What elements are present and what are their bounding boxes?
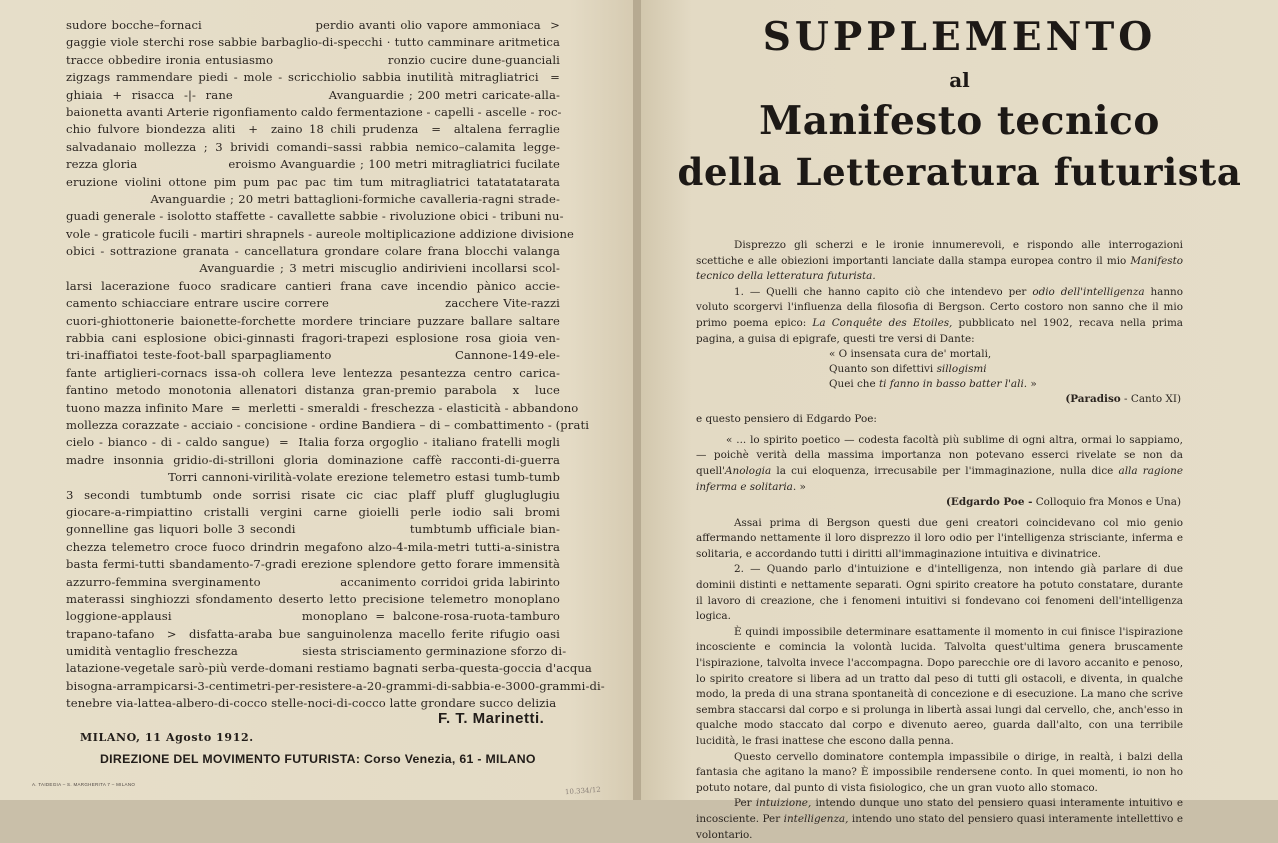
page-gutter [633,0,641,800]
poem-line: loggione-applausi monoplano = balcone-rosa-ruota-tamburo [66,609,560,624]
poem-line: ghiaia + risacca -|- rane Avanguardie ; 200 metri caricate-alla- [66,87,560,102]
poem-line: gaggie viole sterchi rose sabbie barbaglio-di-specchi · tutto camminare aritmetica [66,35,560,50]
title-manifesto-tecnico: Manifesto tecnico [759,98,1160,144]
dante-line-3: Quei che ti fanno in basso batter l'ali. » [829,377,1037,390]
dante-attribution: (Paradiso - Canto XI) [1065,392,1181,405]
poem-line: fante artiglieri-cornacs issa-oh collera leve lentezza pesantezza centro carica- [66,365,560,380]
parole-in-liberta-poem [66,17,605,713]
poem-line: chio fulvore biondezza aliti + zaino 18 chili prudenza = altalena ferraglie [66,122,560,137]
poem-line: larsi lacerazione fuoco sradicare cantieri frana cave incendio pànico accie- [66,278,560,293]
poem-line: bisogna-arrampicarsi-3-centimetri-per-resistere-a-20-grammi-di-sabbia-e-3000-grammi-di- [66,678,605,693]
poem-line: cuori-ghiottonerie baionette-forchette mordere trinciare puzzare ballare saltare [66,313,560,328]
paragraph-6: Per intuizione, intendo dunque uno stato del pensiero quasi interamente intuitivo e incosciente. Per intelligenza, intendo uno stato del pensiero quasi interamente intellettivo e volontario. [696,797,1183,841]
poem-line: camento schiacciare entrare uscire correre zacchere Vite-razzi [66,296,560,311]
poem-line: madre insonnia gridio-di-strilloni gloria dominazione caffè racconti-di-guerra [66,452,560,467]
direzione-address: DIREZIONE DEL MOVIMENTO FUTURISTA: Corso Venezia, 61 - MILANO [100,752,536,766]
poe-attribution: (Edgardo Poe - Colloquio fra Monos e Una) [946,496,1181,509]
right-page [641,0,1278,841]
dante-quote [696,347,1183,391]
poem-line: rezza gloria eroismo Avanguardie ; 100 metri mitragliatrici fucilate [66,157,560,172]
dante-line-2: Quanto son difettivi sillogismi [829,362,987,375]
poem-line: obici - sottrazione granata - cancellatura grondare colare frana blocchi valanga [66,244,560,259]
poem-line: mollezza corazzate - acciaio - concisione - ordine Bandiera – di – combattimento - (prati [66,417,590,432]
poem-line: Avanguardie ; 20 metri battaglioni-formiche cavalleria-ragni strade- [66,191,560,206]
poem-line: Torri cannoni-virilità-volate erezione telemetro estasi tumb-tumb [66,470,560,485]
poem-line: umidità ventaglio freschezza siesta strisciamento germinazione sforzo di- [66,644,567,659]
poem-line: latazione-vegetale sarò-più verde-domani restiamo bagnati serba-questa-goccia d'acqua [66,661,592,676]
poem-line: vole - graticole fucili - martiri shrapnels - aureole moltiplicazione addizione divisione [66,226,574,241]
poem-line: trapano-tafano > disfatta-araba bue sanguinolenza macello ferite rifugio oasi [66,626,560,641]
dante-line-1: « O insensata cura de' mortali, [829,348,992,361]
poem-line: tuono mazza infinito Mare = merletti - smeraldi - freschezza - elasticità - abbandono [66,400,579,415]
poe-intro: e questo pensiero di Edgardo Poe: [696,413,877,426]
poem-line: gonnelline gas liquori bolle 3 secondi tumbtumb ufficiale bian- [66,522,560,537]
poem-line: chezza telemetro croce fuoco drindrin megafono alzo-4-mila-metri tutti-a-sinistra [66,539,560,554]
paragraph-5: Questo cervello dominatore contempla impassibile o dirige, in realtà, i balzi della fantasia che agitano la mano? È impossibile rendersene conto. In quei momenti, io non ho potuto notare, dal punto di vista fisiologico, che un gran vuoto allo stomaco. [696,750,1183,794]
poem-line: baionetta avanti Arterie rigonfiamento caldo fermentazione - capelli - ascelle - roc- [66,104,562,119]
paragraph-3: 2. — Quando parlo d'intuizione e d'intelligenza, non intendo già parlare di due dominii distinti e nettamente separati. Ogni spirito creatore ha potuto constatare, durante il lavoro di creazione, che i fenomeni intuitivi si fondevano coi fenomeni dell'intelligenza logica. [696,563,1183,623]
poem-line: tenebre via-lattea-albero-di-cocco stelle-noci-di-cocco latte grondare succo delizia [66,696,557,711]
poe-quote: « ... lo spirito poetico — codesta facoltà più sublime di ogni altra, ormai lo sappiamo, — poichè verità della massima importanza non potevano esserci rivelate se non da quell'Anologia la cui eloquenza, irrecusabile per l'immaginazione, nulla dice alla ragione inferma e solitaria. » [696,433,1183,493]
title-supplemento: SUPPLEMENTO [762,14,1157,60]
poem-line: materassi singhiozzi sfondamento deserto letto precisione telemetro monoplano [66,591,560,606]
poem-line: salvadanaio mollezza ; 3 brividi comandi–sassi rabbia nemico–calamita legge- [66,139,560,154]
poem-line: giocare-a-rimpiattino cristalli vergini carne gioielli perle iodio sali bromi [66,504,560,519]
poem-line: tri-inaffiatoi teste-foot-ball sparpagliamento Cannone-149-ele- [66,348,560,363]
poem-line: tracce obbedire ironia entusiasmo ronzio cucire dune-guanciali [66,52,560,67]
manifesto-body [696,238,1183,843]
poem-line: guadi generale - isolotto staffette - cavallette sabbie - rivoluzione obici - tribuni nu- [66,209,564,224]
poem-line: eruzione violini ottone pim pum pac pac tim tum mitragliatrici tatatatatarata [66,174,560,189]
poem-line: 3 secondi tumbtumb onde sorrisi risate cic ciac plaff pluff glugluglugiu [66,487,560,502]
poem-line: fantino metodo monotonia allenatori distanza gran-premio parabola x luce [66,383,560,398]
date-line: MILANO, 11 Agosto 1912. [80,731,254,744]
poem-line: sudore bocche–fornaci perdio avanti olio vapore ammoniaca > [66,18,560,32]
paragraph-1: 1. — Quelli che hanno capito ciò che intendevo per odio dell'intelligenza hanno voluto scorgervi l'influenza della filosofia di Bergson. Certo costoro non sanno che il mio primo poema epico: La Conquête des Etoiles, pubblicato nel 1902, recava nella prima pagina, a guisa di epigrafe, questi tre versi di Dante: [696,285,1183,345]
title-letteratura-futurista: della Letteratura futurista [677,150,1242,194]
intro-paragraph: Disprezzo gli scherzi e le ironie innumerevoli, e rispondo alle interrogazioni scettiche e alle obiezioni importanti lanciate dalla stampa europea contro il mio Manifesto tecnico della letteratura futurista. [696,239,1183,283]
signature: F. T. Marinetti. [438,710,545,727]
poem-line: zigzags rammendare piedi - mole - scricchiolio sabbia inutilità mitragliatrici = [66,70,560,85]
left-page [0,0,633,800]
poem-line: Avanguardie ; 3 metri miscuglio andirivieni incollarsi scol- [66,261,560,276]
paragraph-4: È quindi impossibile determinare esattamente il momento in cui finisce l'ispirazione incosciente e comincia la volontà lucida. Talvolta quest'ultima genera bruscamente l'ispirazione, talvolta invece l'accompagna. Dopo parecchie ore di lavoro accanito e penoso, lo spirito creatore si libera ad un tratto dal peso di tutti gli ostacoli, e diventa, in qualche modo, la preda di una strana spontaneità di concezione e di esecuzione. La mano che scrive sembra staccarsi dal corpo e si prolunga in libertà assai lungi dal cervello, che, anch'esso in qualche modo staccato dal corpo e divenuto aereo, guarda dall'alto, con una terribile lucidità, le frasi inattese che escono dalla penna. [696,625,1183,748]
printer-imprint: A. TAIDEGIA – S. MARGHERITA 7 – MILANO [32,782,136,787]
paragraph-2: Assai prima di Bergson questi due geni creatori coincidevano col mio genio affermando nettamente il loro disprezzo il loro odio per l'intelligenza strisciante, inferma e solitaria, e accordando tutti i diritti all'immaginazione intuitiva e divinatrice. [696,516,1183,560]
poem-line: azzurro-femmina sverginamento accanimento corridoi grida labirinto [66,574,560,589]
archive-stamp: 10.334/12 [564,785,602,797]
poem-line: cielo - bianco - di - caldo sangue) = Italia forza orgoglio - italiano fratelli mogli [66,435,560,450]
title-al: al [949,68,970,92]
poem-line: basta fermi-tutti sbandamento-7-gradi erezione splendore getto forare immensità [66,557,560,572]
poem-line: rabbia cani esplosione obici-ginnasti fragori-trapezi esplosione rosa gioia ven- [66,331,560,346]
